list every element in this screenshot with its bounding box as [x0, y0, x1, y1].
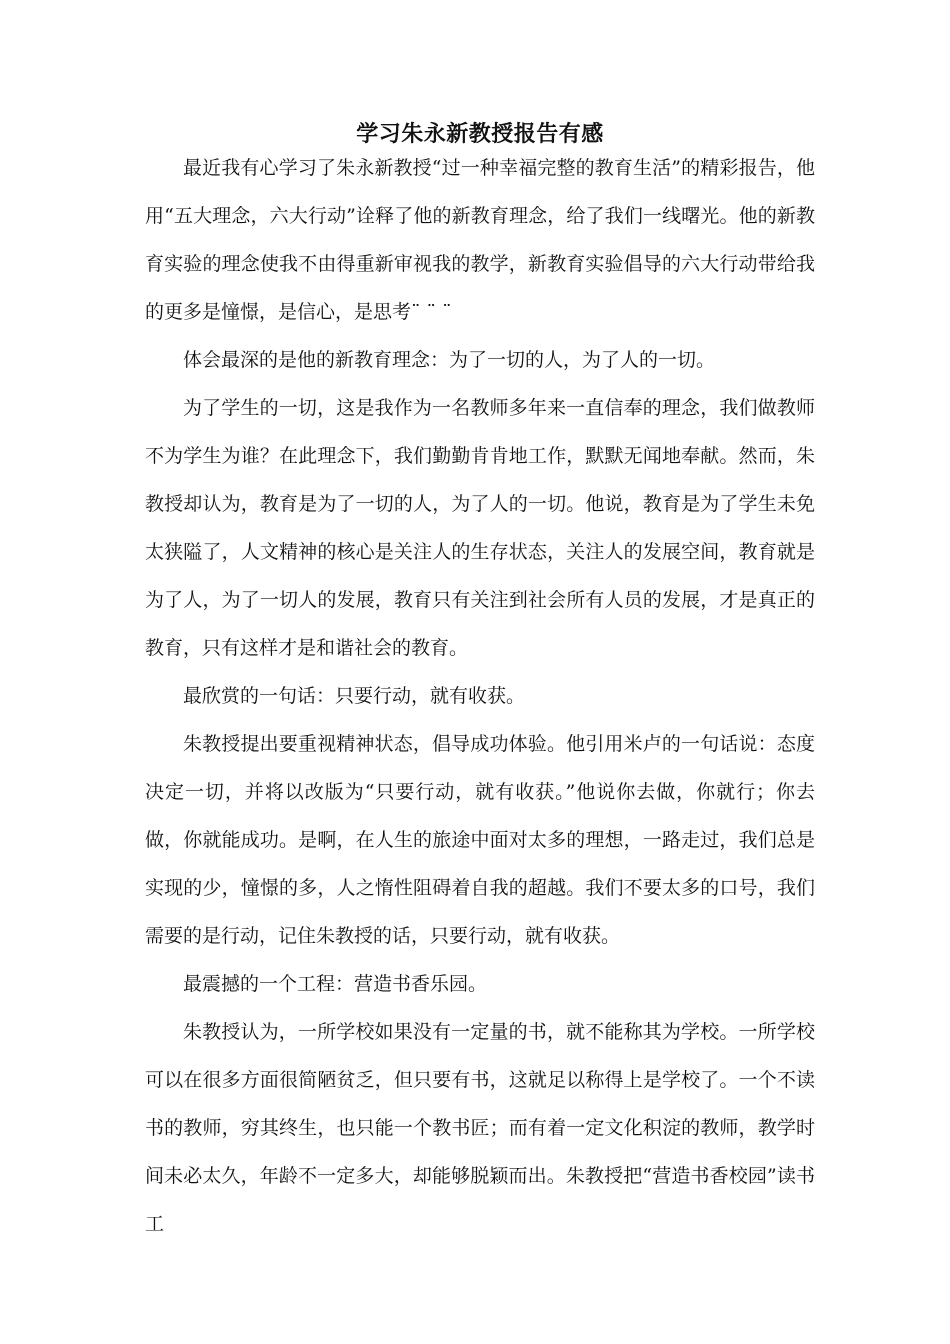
paragraph-action-brings-gain: 朱教授提出要重视精神状态，倡导成功体验。他引用米卢的一句话说：态度决定一切，并将以改版为“只要行动，就有收获。”他说你去做，你就行；你去做，你就能成功。是啊，在人生的旅途中面对太多的理想，一路走过，我们总是实现的少，憧憬的多，人之惰性阻碍着自我的超越。我们不要太多的口号，我们需要的是行动，记住朱教授的话，只要行动，就有收获。 [145, 733, 815, 947]
paragraph-scholarly-campus: 朱教授认为，一所学校如果没有一定量的书，就不能称其为学校。一所学校可以在很多方面很简陋贫乏，但只要有书，这就足以称得上是学校了。一个不读书的教师，穷其终生，也只能一个教书匠；而有着一定文化积淀的教师，教学时间未必太久，年龄不一定多大，却能够脱颖而出。朱教授把“营造书香校园”读书工 [145, 1021, 815, 1235]
paragraph-intro: 最近我有心学习了朱永新教授“过一种幸福完整的教育生活”的精彩报告，他用“五大理念，六大行动”诠释了他的新教育理念，给了我们一线曙光。他的新教育实验的理念使我不由得重新审视我的教学，新教育实验倡导的六大行动带给我的更多是憧憬，是信心，是思考¨ ¨ ¨ [145, 157, 815, 323]
paragraph-heading-deepest-feeling: 体会最深的是他的新教育理念：为了一切的人，为了人的一切。 [183, 349, 716, 371]
paragraph-for-all-people: 为了学生的一切，这是我作为一名教师多年来一直信奉的理念，我们做教师不为学生为谁？在此理念下，我们勤勤肯肯地工作，默默无闻地奉献。然而，朱教授却认为，教育是为了一切的人，为了人的一切。他说，教育是为了学生未免太狭隘了，人文精神的核心是关注人的生存状态，关注人的发展空间，教育就是为了人，为了一切人的发展，教育只有关注到社会所有人员的发展，才是真正的教育，只有这样才是和谐社会的教育。 [145, 397, 815, 659]
document-page [145, 118, 815, 1248]
paragraph-heading-reading-project: 最震撼的一个工程：营造书香乐园。 [183, 973, 488, 995]
paragraph-heading-favorite-quote: 最欣赏的一句话：只要行动，就有收获。 [183, 685, 526, 707]
document-title: 学习朱永新教授报告有感 [356, 121, 604, 147]
